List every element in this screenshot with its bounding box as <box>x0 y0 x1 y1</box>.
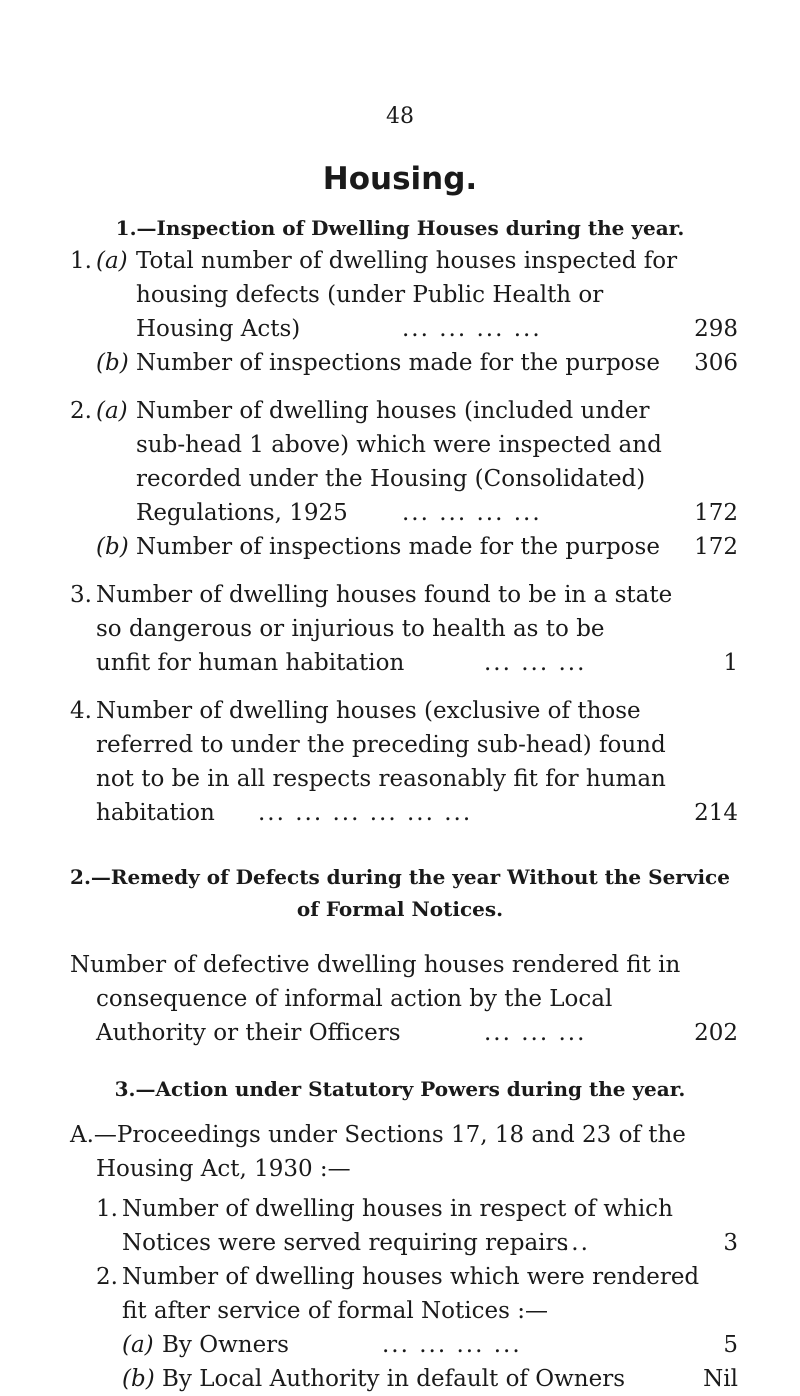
dot-leader: ... ... ... ... <box>402 500 542 526</box>
item-value: 214 <box>694 800 738 826</box>
item-value: 298 <box>694 316 738 342</box>
item-value: 202 <box>694 1020 738 1046</box>
item-text: By Local Authority in default of Owners <box>162 1366 626 1392</box>
item-label: (a) <box>96 248 128 274</box>
item-value: Nil <box>703 1366 738 1392</box>
item-text: Number of dwelling houses (exclusive of those <box>96 698 641 724</box>
section-heading-inspection: 1.—Inspection of Dwelling Houses during the year. <box>115 216 685 240</box>
item-label: (b) <box>96 350 129 376</box>
item-value: 5 <box>723 1332 738 1358</box>
item-value: 172 <box>694 534 738 560</box>
item-text: consequence of informal action by the Local <box>96 986 613 1012</box>
item-number: 3. <box>70 582 92 608</box>
item-text: Housing Act, 1930 :— <box>96 1156 351 1182</box>
item-text: Number of defective dwelling houses rendered fit in <box>70 952 681 978</box>
item-number: 1. <box>96 1196 118 1222</box>
item-value: 306 <box>694 350 738 376</box>
item-text: Number of dwelling houses found to be in a state <box>96 582 673 608</box>
dot-leader: ... ... ... ... <box>382 1332 522 1358</box>
item-number: 2. <box>96 1264 118 1290</box>
dot-leader: ... ... ... <box>484 1020 587 1046</box>
item-text: recorded under the Housing (Consolidated) <box>136 466 646 492</box>
item-text: Number of dwelling houses in respect of which <box>122 1196 673 1222</box>
item-label: (b) <box>96 534 129 560</box>
item-text: By Owners <box>162 1332 289 1358</box>
dot-leader: ... ... ... <box>484 650 587 676</box>
item-value: 172 <box>694 500 738 526</box>
dot-leader: ... ... ... ... <box>402 316 542 342</box>
item-number: 2. <box>70 398 92 424</box>
item-text: not to be in all respects reasonably fit for human <box>96 766 666 792</box>
item-text: Number of inspections made for the purpose <box>136 350 660 376</box>
item-text: Authority or their Officers <box>96 1020 401 1046</box>
item-value: 3 <box>723 1230 738 1256</box>
item-text: Number of inspections made for the purpose <box>136 534 660 560</box>
item-text: Number of dwelling houses which were rendered <box>122 1264 700 1290</box>
item-text: housing defects (under Public Health or <box>136 282 604 308</box>
item-text: sub-head 1 above) which were inspected and <box>136 432 662 458</box>
item-number: 4. <box>70 698 92 724</box>
item-text: habitation <box>96 800 215 826</box>
item-text: unfit for human habitation <box>96 650 405 676</box>
page-number: 48 <box>386 104 414 129</box>
item-label: (b) <box>122 1366 155 1392</box>
item-text: so dangerous or injurious to health as to be <box>96 616 605 642</box>
item-label: (a) <box>96 398 128 424</box>
section-heading-statutory: 3.—Action under Statutory Powers during the year. <box>114 1077 686 1101</box>
item-text: Total number of dwelling houses inspected for <box>136 248 678 274</box>
item-text: Number of dwelling houses (included under <box>136 398 650 424</box>
item-number: 1. <box>70 248 92 274</box>
item-value: 1 <box>723 650 738 676</box>
item-label: (a) <box>122 1332 154 1358</box>
dot-leader: ... ... ... ... ... ... <box>258 800 473 826</box>
page-title: Housing. <box>322 161 478 197</box>
section-heading-remedy-line1: 2.—Remedy of Defects during the year Without the Service <box>70 865 730 889</box>
item-text: Regulations, 1925 <box>136 500 348 526</box>
dot-leader: ... <box>562 1230 590 1256</box>
section-heading-remedy-line2: of Formal Notices. <box>296 897 504 921</box>
item-text: fit after service of formal Notices :— <box>122 1298 548 1324</box>
item-text: A.—Proceedings under Sections 17, 18 and 23 of the <box>70 1122 686 1148</box>
item-text: Housing Acts) <box>136 316 301 342</box>
item-text: Notices were served requiring repairs <box>122 1230 569 1256</box>
item-text: referred to under the preceding sub-head) found <box>96 732 666 758</box>
